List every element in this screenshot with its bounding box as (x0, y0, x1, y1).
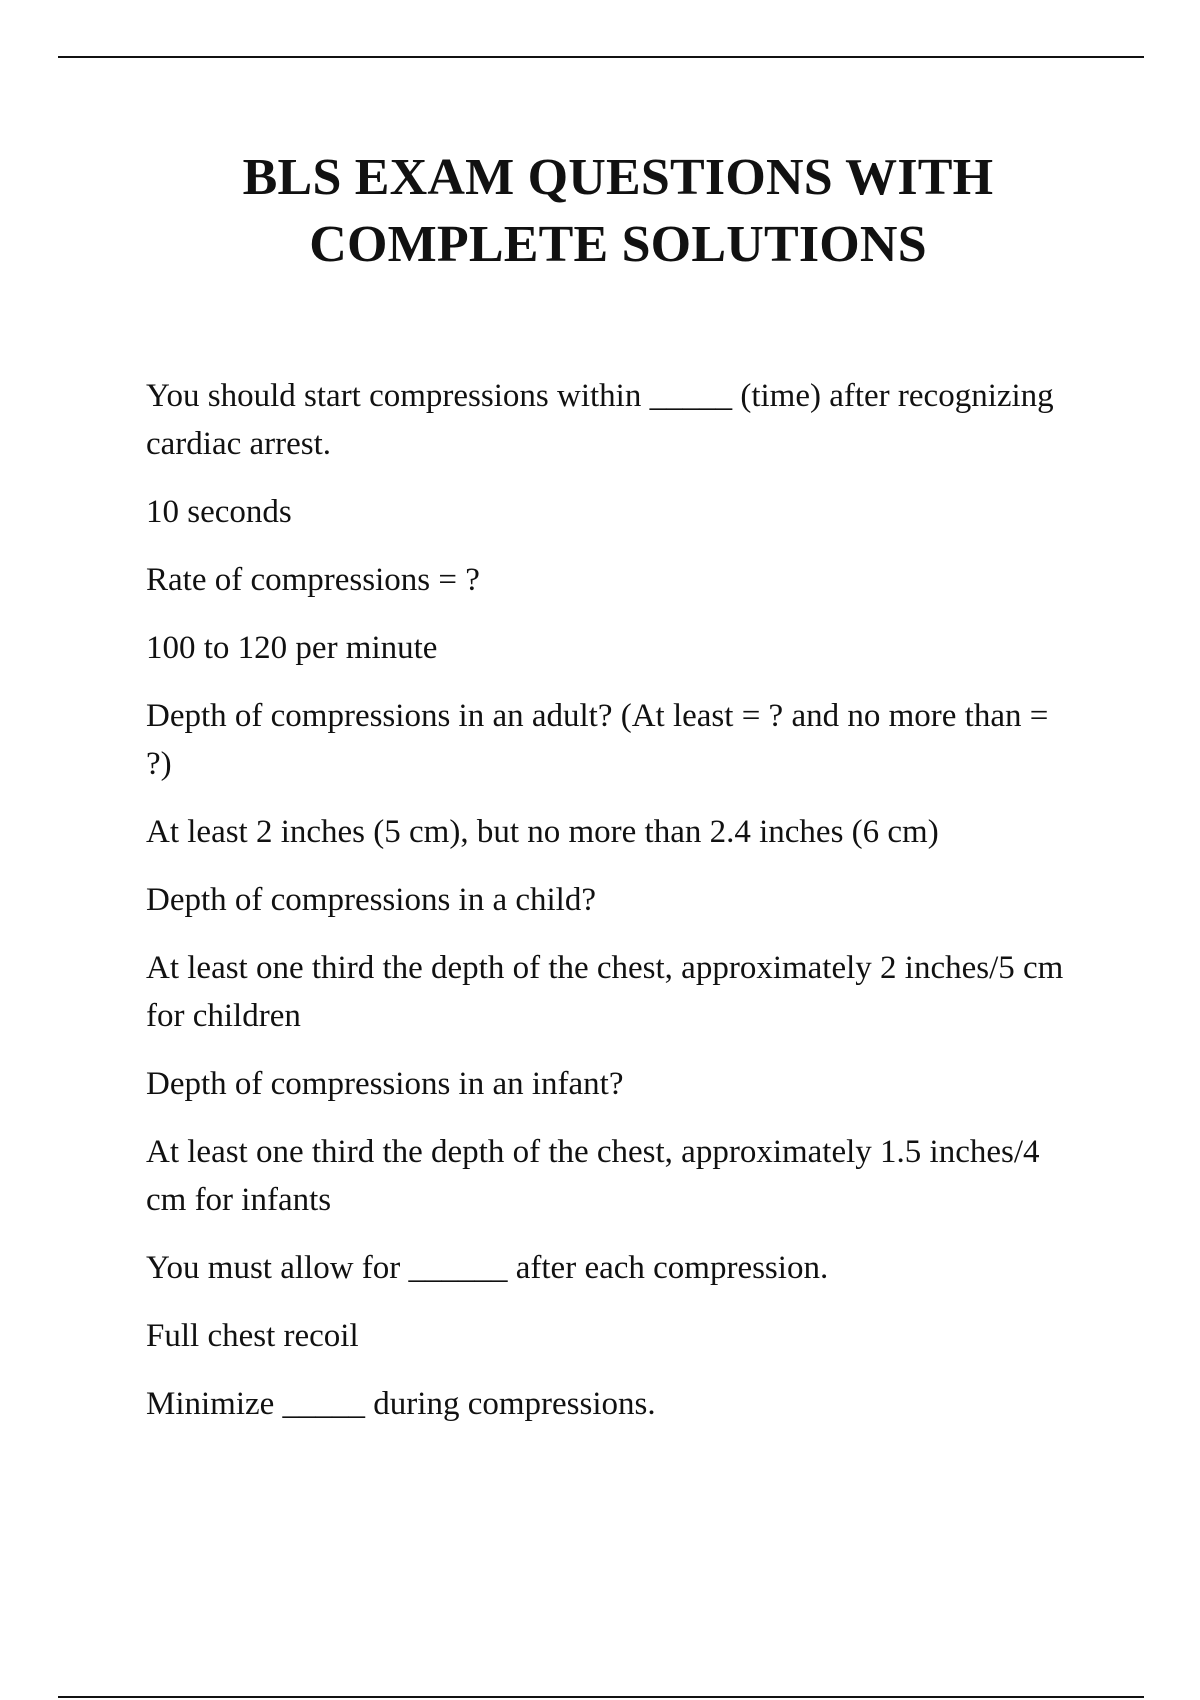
question-chest-recoil: You must allow for ______ after each compression. (146, 1250, 829, 1286)
bottom-rule (58, 1696, 1144, 1698)
answer-adult-depth: At least 2 inches (5 cm), but no more than 2.4 inches (6 cm) (146, 814, 939, 850)
title-line-1: BLS EXAM QUESTIONS WITH (242, 149, 994, 206)
answer-compression-rate: 100 to 120 per minute (146, 630, 438, 666)
question-compression-rate: Rate of compressions = ? (146, 562, 480, 598)
question-child-depth: Depth of compressions in a child? (146, 882, 596, 918)
qa-list (146, 372, 1076, 1448)
answer-start-compressions: 10 seconds (146, 494, 292, 530)
answer-chest-recoil: Full chest recoil (146, 1318, 359, 1354)
question-start-compressions: You should start compressions within _____ (time) after recognizing cardiac arrest. (146, 378, 1054, 462)
question-adult-depth: Depth of compressions in an adult? (At least = ? and no more than = ?) (146, 698, 1049, 782)
page-title (0, 144, 1200, 278)
answer-child-depth: At least one third the depth of the chest, approximately 2 inches/5 cm for children (146, 950, 1064, 1034)
question-minimize: Minimize _____ during compressions. (146, 1386, 656, 1422)
title-line-2: COMPLETE SOLUTIONS (309, 216, 927, 273)
top-rule (58, 56, 1144, 58)
question-infant-depth: Depth of compressions in an infant? (146, 1066, 624, 1102)
answer-infant-depth: At least one third the depth of the chest, approximately 1.5 inches/4 cm for infants (146, 1134, 1040, 1218)
